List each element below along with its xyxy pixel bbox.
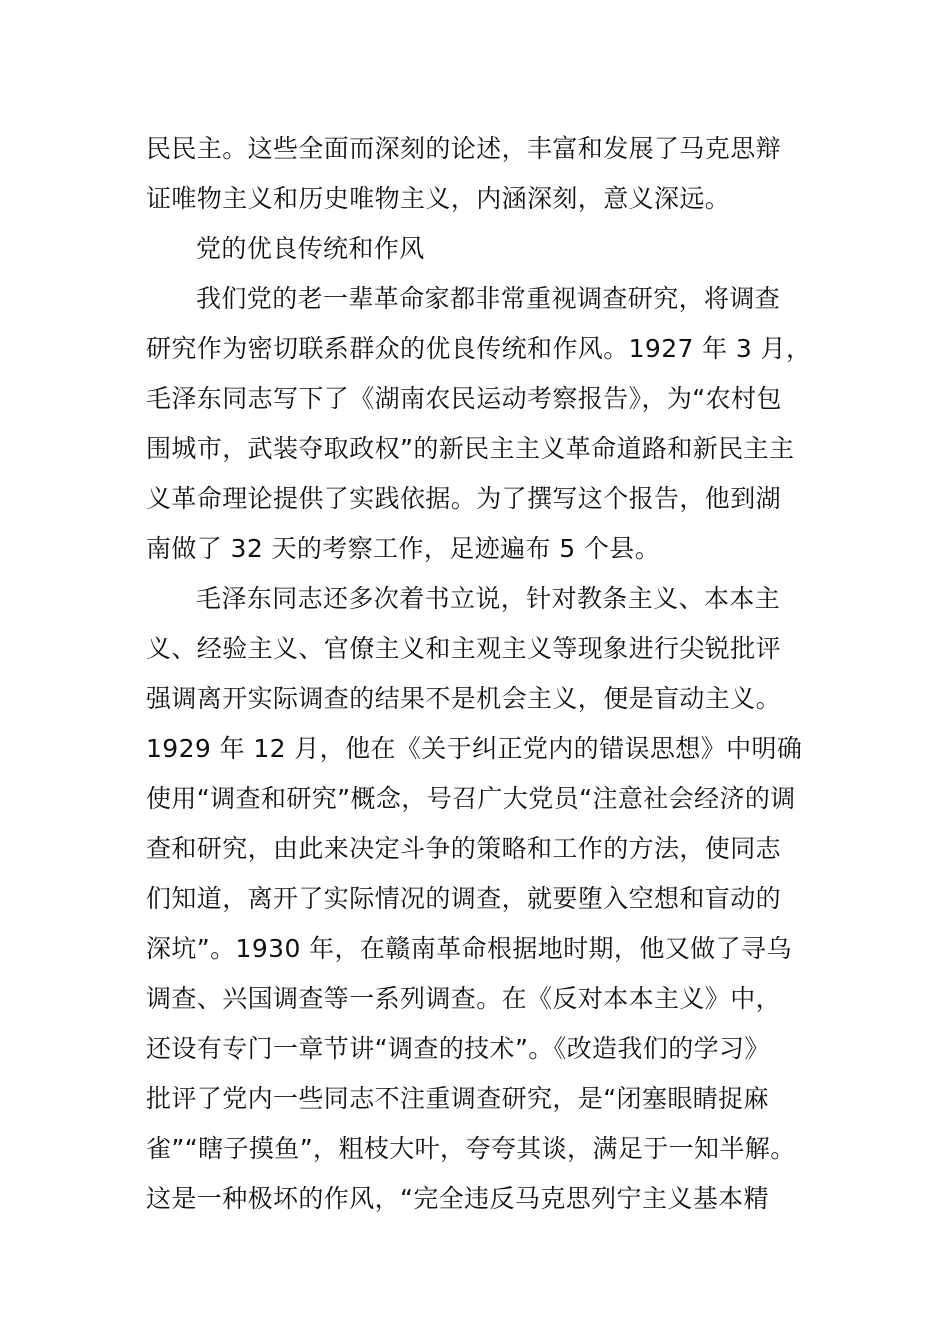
text-line: 毛泽东同志写下了《湖南农民运动考察报告》，为“农村包 bbox=[146, 384, 782, 413]
text-line: 们知道，离开了实际情况的调查，就要堕入空想和盲动的 bbox=[146, 884, 782, 913]
text-line: 使用“调查和研究”概念，号召广大党员“注意社会经济的调 bbox=[146, 784, 796, 813]
text-line: 批评了党内一些同志不注重调查研究，是“闭塞眼睛捉麻 bbox=[146, 1084, 769, 1113]
text-line: 深坑”。1930 年，在赣南革命根据地时期，他又做了寻乌 bbox=[146, 934, 792, 963]
text-line: 毛泽东同志还多次着书立说，针对教条主义、本本主 bbox=[196, 584, 781, 613]
text-line: 义革命理论提供了实践依据。为了撰写这个报告，他到湖 bbox=[146, 484, 782, 513]
text-line: 雀”“瞎子摸鱼”，粗枝大叶，夸夸其谈，满足于一知半解。 bbox=[146, 1134, 796, 1163]
section-heading: 党的优良传统和作风 bbox=[196, 234, 425, 263]
text-line: 研究作为密切联系群众的优良传统和作风。1927 年 3 月， bbox=[146, 334, 812, 363]
text-line: 调查、兴国调查等一系列调查。在《反对本本主义》中， bbox=[146, 984, 782, 1013]
text-line: 这是一种极坏的作风，“完全违反马克思列宁主义基本精 bbox=[146, 1184, 769, 1213]
text-line: 民民主。这些全面而深刻的论述，丰富和发展了马克思辩 bbox=[146, 134, 782, 163]
text-line: 1929 年 12 月，他在《关于纠正党内的错误思想》中明确 bbox=[146, 734, 803, 763]
text-line: 查和研究，由此来决定斗争的策略和工作的方法，使同志 bbox=[146, 834, 782, 863]
text-line: 强调离开实际调查的结果不是机会主义，便是盲动主义。 bbox=[146, 684, 782, 713]
text-line: 还设有专门一章节讲“调查的技术”。《改造我们的学习》 bbox=[146, 1034, 770, 1063]
text-line: 南做了 32 天的考察工作，足迹遍布 5 个县。 bbox=[146, 534, 661, 563]
text-line: 证唯物主义和历史唯物主义，内涵深刻，意义深远。 bbox=[146, 184, 731, 213]
text-line: 义、经验主义、官僚主义和主观主义等现象进行尖锐批评 bbox=[146, 634, 782, 663]
text-line: 围城市，武装夺取政权”的新民主主义革命道路和新民主主 bbox=[146, 434, 795, 463]
text-line: 我们党的老一辈革命家都非常重视调查研究，将调查 bbox=[196, 284, 781, 313]
